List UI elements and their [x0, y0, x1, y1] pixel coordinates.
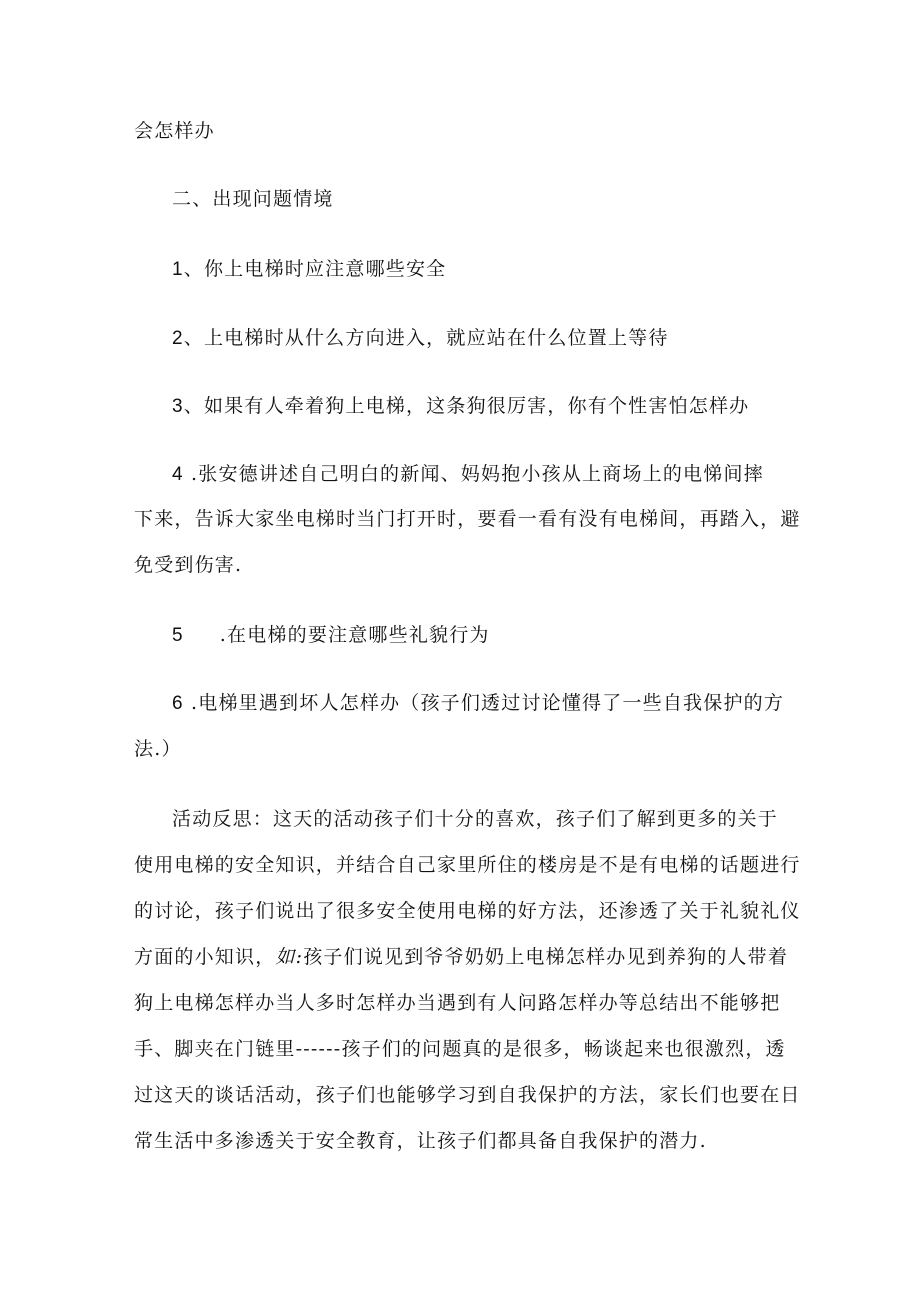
question-text: 如果有人牵着狗上电梯，这条狗很厉害，你有个性害怕怎样办: [203, 395, 750, 417]
question-4-line-1: [172, 461, 764, 488]
reflection-line-2: 使用电梯的安全知识，并结合自己家里所住的楼房是不是有电梯的话题进行: [134, 854, 801, 876]
reflection-line-6: 手、脚夹在门链里------孩子们的问题真的是很多，畅谈起来也很激烈，透: [134, 1038, 786, 1060]
question-number: 3、: [172, 396, 204, 417]
reflection-line-7: 过这天的谈话活动，孩子们也能够学习到自我保护的方法，家长们也要在日: [134, 1084, 801, 1106]
question-3: [172, 393, 749, 420]
reflection-line-5: 狗上电梯怎样办当人多时怎样办当遇到有人问路怎样办等总结出不能够把: [134, 992, 781, 1014]
continuation-line: 会怎样办: [134, 120, 215, 142]
question-text: 你上电梯时应注意哪些安全: [203, 258, 447, 280]
reflection-line-8: 常生活中多渗透关于安全教育，让孩子们都具备自我保护的潜力.: [134, 1130, 707, 1152]
reflection-line-4-text: 孩子们说见到爷爷奶奶上电梯怎样办见到养狗的人带着: [303, 946, 789, 968]
question-4-line-3: 免受到伤害.: [134, 554, 243, 576]
question-number: 1、: [172, 259, 204, 280]
question-6-line-2: 法.）: [134, 738, 182, 760]
question-text: .电梯里遇到坏人怎样办（孩子们透过讨论懂得了一些自我保护的方: [183, 692, 785, 714]
reflection-prefix: 方面的小知识，: [134, 946, 276, 968]
reflection-line-4: [134, 944, 788, 970]
reflection-example-marker: 如:: [275, 946, 304, 968]
section-heading: 二、出现问题情境: [172, 188, 334, 210]
question-4-line-2: 下来，告诉大家坐电梯时当门打开时，要看一看有没有电梯间，再踏入，避: [134, 508, 801, 530]
reflection-line-1: 活动反思：这天的活动孩子们十分的喜欢，孩子们了解到更多的关于: [172, 808, 779, 830]
question-text: .在电梯的要注意哪些礼貌行为: [219, 624, 490, 646]
question-1: [172, 256, 446, 283]
question-text: .张安德讲述自己明白的新闻、妈妈抱小孩从上商场上的电悌间摔: [183, 463, 764, 485]
question-5: [172, 622, 490, 649]
question-6-line-1: [172, 690, 784, 717]
question-number: 6: [172, 693, 184, 714]
question-text: 上电梯时从什么方向进入，就应站在什么位置上等待: [203, 327, 669, 349]
reflection-line-3: 的讨论，孩子们说出了很多安全使用电梯的好方法，还渗透了关于礼貌礼仪: [134, 900, 801, 922]
question-2: [172, 325, 669, 352]
question-number: 2、: [172, 328, 204, 349]
question-number: 4: [172, 464, 184, 485]
question-number: 5: [172, 625, 184, 646]
